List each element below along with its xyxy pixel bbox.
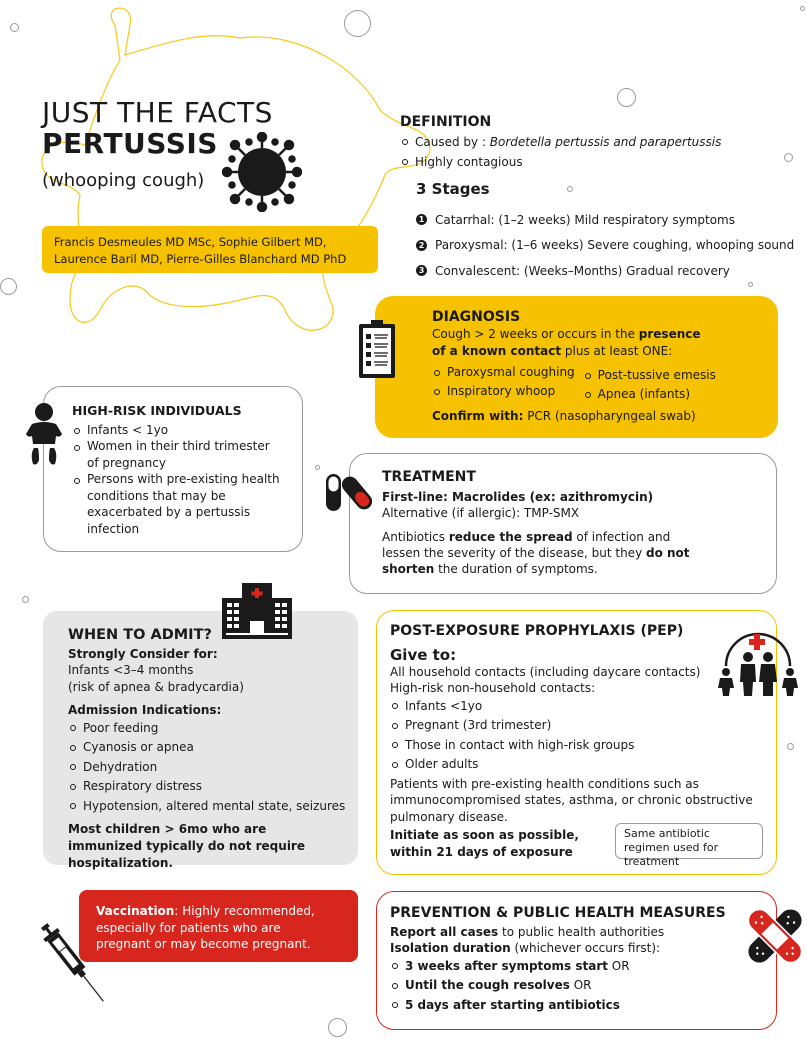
consider-text: Infants <3–4 months	[68, 663, 194, 677]
when-to-admit-card	[43, 611, 358, 870]
pep-title: POST-EXPOSURE PROPHYLAXIS (PEP)	[390, 623, 684, 639]
list-item: Hypotension, altered mental state, seizures	[68, 797, 358, 817]
list-item: Dehydration	[68, 758, 358, 778]
family-care-icon	[714, 626, 802, 698]
list-item: Cyanosis or apnea	[68, 738, 358, 758]
vaccination-callout	[79, 890, 358, 962]
prevention-card	[376, 891, 777, 1030]
decor-circle	[10, 23, 19, 32]
list-item: Older adults	[390, 755, 776, 775]
pep-list	[390, 697, 776, 775]
list-item: Poor feeding	[68, 719, 358, 739]
stage-number-badge: 1	[416, 214, 427, 225]
page-subtitle: (whooping cough)	[42, 170, 205, 191]
pathogen-name: Bordetella pertussis and parapertussis	[489, 135, 722, 149]
criteria-list	[583, 366, 716, 404]
hospital-icon	[220, 583, 294, 639]
stage-number-badge: 2	[416, 240, 427, 251]
diagnosis-card	[375, 296, 778, 438]
title-line1: JUST THE FACTS	[42, 96, 273, 129]
high-risk-title: HIGH-RISK INDIVIDUALS	[72, 403, 242, 418]
diagnosis-criteria-intro: Cough > 2 weeks or occurs in the presence of a known contact plus at least ONE:	[432, 327, 701, 358]
first-line-therapy: First-line: Macrolides (ex: azithromycin)	[382, 490, 654, 504]
indications-label: Admission Indications:	[68, 703, 222, 717]
confirm-line: Confirm with: PCR (nasopharyngeal swab)	[432, 409, 696, 423]
indications-list	[68, 719, 358, 817]
high-risk-card	[43, 386, 303, 552]
isolation-line: Isolation duration (whichever occurs first):	[390, 941, 661, 955]
list-item: Until the cough resolves OR	[390, 976, 776, 996]
vaccination-text: Vaccination: Highly recommended, especially for patients who are pregnant or may become pregnant.	[96, 904, 315, 951]
report-line: Report all cases to public health authorities	[390, 924, 665, 939]
list-item: Those in contact with high-risk groups	[390, 736, 776, 756]
stage-number-badge: 3	[416, 265, 427, 276]
admit-note: Most children > 6mo who are immunized typically do not require hospitalization.	[68, 822, 305, 870]
syringe-icon	[40, 915, 110, 1015]
give-to-heading: Give to:	[390, 645, 457, 664]
virus-icon	[222, 132, 302, 212]
isolation-list	[390, 957, 776, 1016]
list-item: Highly contagious	[400, 152, 800, 172]
prevention-title: PREVENTION & PUBLIC HEALTH MEASURES	[390, 905, 726, 921]
decor-circle	[344, 10, 371, 37]
page-title: PERTUSSIS	[42, 127, 218, 160]
list-item: Caused by : Bordetella pertussis and parapertussis	[400, 132, 800, 152]
stage-item: 1 Catarrhal: (1–2 weeks) Mild respiratory symptoms	[416, 207, 806, 233]
list-item: Infants < 1yo	[72, 422, 282, 439]
list-item: 5 days after starting antibiotics	[390, 996, 776, 1016]
decor-circle	[22, 596, 29, 603]
treatment-note: Antibiotics reduce the spread of infection and lessen the severity of the disease, but they do not shorten the duration of symptoms.	[382, 530, 690, 576]
bandage-icon	[744, 903, 806, 969]
authors-line2: Laurence Baril MD, Pierre-Gilles Blanchard MD PhD	[54, 252, 347, 266]
list-item: Inspiratory whoop	[432, 382, 575, 401]
admit-title: WHEN TO ADMIT?	[68, 627, 212, 643]
consider-text: (risk of apnea & bradycardia)	[68, 679, 244, 694]
list-item: Post-tussive emesis	[583, 366, 716, 385]
criteria-list	[432, 363, 575, 404]
list-item: 3 weeks after symptoms start OR	[390, 957, 776, 977]
list-item: Women in their third trimester of pregnancy	[72, 438, 282, 471]
treatment-title: TREATMENT	[382, 469, 476, 485]
clipboard-checklist-icon	[357, 320, 397, 380]
pep-timing: Initiate as soon as possible, within 21 days of exposure	[390, 828, 579, 859]
list-item: Paroxysmal coughing	[432, 363, 575, 382]
consider-label: Strongly Consider for:	[68, 646, 218, 661]
alternative-therapy: Alternative (if allergic): TMP-SMX	[382, 506, 580, 520]
treatment-card	[349, 453, 777, 594]
decor-circle	[617, 88, 636, 107]
pep-patients-note: Patients with pre-existing health conditions such as immunocompromised states, asthma, or chronic obstructive pulmonary disease.	[390, 776, 753, 824]
stage-item: 2 Paroxysmal: (1–6 weeks) Severe coughing, whooping sound	[416, 233, 806, 259]
list-item: Respiratory distress	[68, 777, 358, 797]
stage-item: 3 Convalescent: (Weeks–Months) Gradual recovery	[416, 258, 806, 284]
definition-title: DEFINITION	[400, 114, 492, 130]
baby-icon	[24, 402, 64, 468]
diagnosis-title: DIAGNOSIS	[432, 309, 521, 325]
definition-section	[400, 114, 800, 172]
decor-circle	[328, 1018, 347, 1037]
list-item: Persons with pre-existing health conditions that may be exacerbated by a pertussis infection	[72, 471, 282, 537]
authors-line1: Francis Desmeules MD MSc, Sophie Gilbert MD,	[54, 235, 327, 249]
decor-circle	[787, 743, 794, 750]
pills-icon	[325, 472, 373, 514]
stages-title: 3 Stages	[416, 180, 490, 198]
non-household-contacts: High-risk non-household contacts:	[390, 681, 596, 695]
list-item: Pregnant (3rd trimester)	[390, 716, 776, 736]
decor-circle	[0, 278, 17, 295]
list-item: Apnea (infants)	[583, 385, 716, 404]
household-contacts: All household contacts (including daycare contacts)	[390, 664, 701, 679]
decor-circle	[800, 6, 805, 11]
list-item: Infants <1yo	[390, 697, 776, 717]
same-regimen-note: Same antibiotic regimen used for treatment	[615, 823, 763, 859]
decor-circle	[315, 465, 320, 470]
authors-box	[42, 226, 378, 273]
stages-section	[416, 180, 806, 284]
